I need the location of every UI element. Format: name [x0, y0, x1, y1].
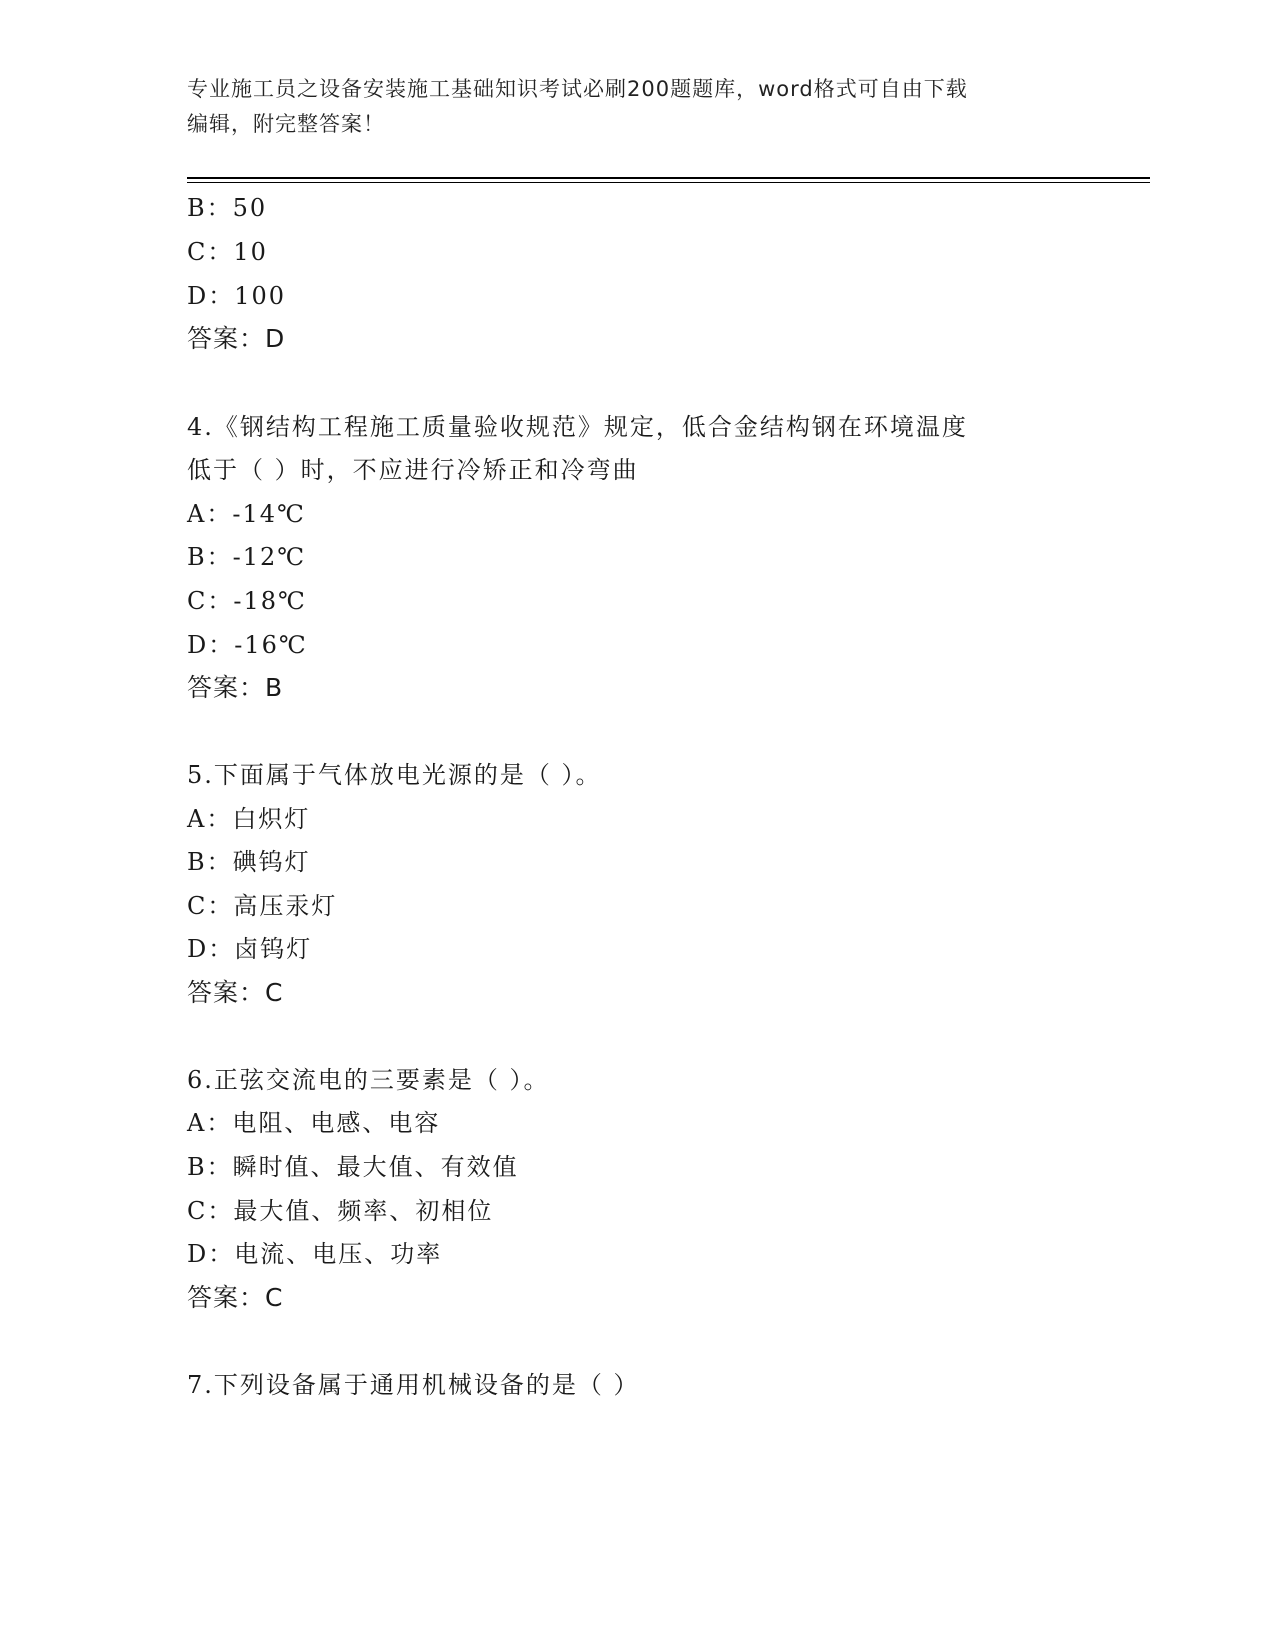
q6-option-b: B：瞬时值、最大值、有效值	[187, 1153, 519, 1181]
q6-option-a: A：电阻、电感、电容	[187, 1109, 441, 1137]
q4-stem-line-2: 低于（ ）时，不应进行冷矫正和冷弯曲	[187, 456, 639, 484]
q7-stem: 7.下列设备属于通用机械设备的是（ ）	[187, 1371, 640, 1399]
q3-option-b: B：50	[187, 194, 268, 222]
q5-option-d: D：卤钨灯	[187, 935, 313, 963]
q4-answer: 答案：B	[187, 673, 284, 702]
q4-stem-line-1: 4.《钢结构工程施工质量验收规范》规定，低合金结构钢在环境温度	[187, 413, 968, 441]
q5-option-a: A：白炽灯	[187, 805, 311, 833]
header-divider-thin	[187, 182, 1150, 183]
header-divider-thick	[187, 177, 1150, 179]
q4-option-b: B：-12℃	[187, 543, 307, 571]
q5-answer: 答案：C	[187, 978, 284, 1007]
header-title-line-1: 专业施工员之设备安装施工基础知识考试必刷200题题库，word格式可自由下载	[187, 77, 968, 101]
q4-option-d: D：-16℃	[187, 631, 308, 659]
q6-option-c: C：最大值、频率、初相位	[187, 1197, 494, 1225]
q3-option-c: C：10	[187, 238, 268, 266]
q5-option-c: C：高压汞灯	[187, 892, 338, 920]
document-header	[187, 72, 1067, 142]
header-title-line-2: 编辑，附完整答案！	[187, 112, 385, 136]
q6-answer: 答案：C	[187, 1283, 284, 1312]
q5-option-b: B：碘钨灯	[187, 848, 311, 876]
q4-option-c: C：-18℃	[187, 587, 307, 615]
q6-stem: 6.正弦交流电的三要素是（ ）。	[187, 1066, 550, 1094]
q5-stem: 5.下面属于气体放电光源的是（ ）。	[187, 761, 602, 789]
q4-option-a: A：-14℃	[187, 500, 306, 528]
q3-answer: 答案：D	[187, 324, 286, 353]
q3-option-d: D：100	[187, 282, 287, 310]
q6-option-d: D：电流、电压、功率	[187, 1240, 443, 1268]
